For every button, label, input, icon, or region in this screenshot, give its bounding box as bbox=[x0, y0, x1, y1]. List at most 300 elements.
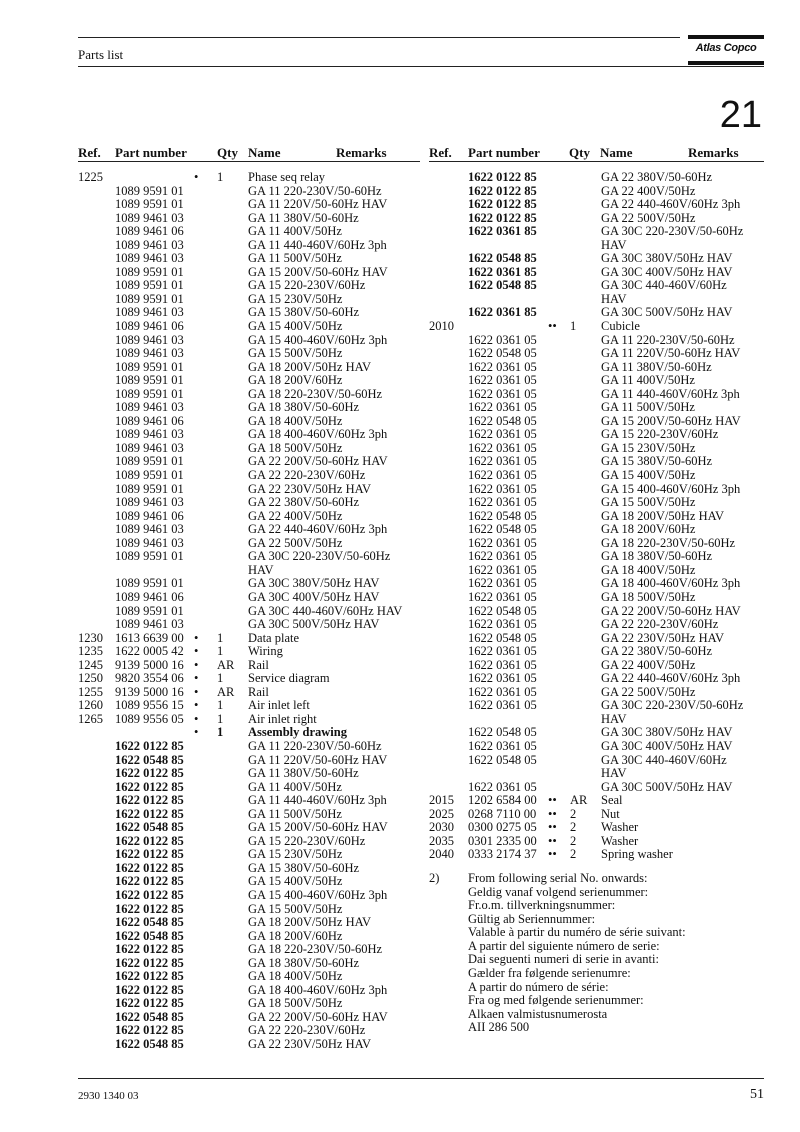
header-rule-bottom bbox=[78, 66, 764, 67]
name-cell: GA 18 400V/50Hz bbox=[248, 969, 343, 984]
part-number-cell: 1622 0361 05 bbox=[468, 684, 537, 699]
qty-cell: 1 bbox=[217, 671, 224, 686]
name-cell: GA 18 400-460V/60Hz 3ph bbox=[248, 427, 388, 442]
name-cell: GA 30C 440-460V/60Hz bbox=[601, 752, 727, 767]
name-cell: GA 22 200V/50-60Hz HAV bbox=[248, 454, 388, 469]
logo-bar-bottom bbox=[688, 61, 764, 65]
table-row bbox=[429, 428, 764, 442]
header-rule-top bbox=[78, 37, 680, 38]
ref-cell: 1245 bbox=[78, 657, 103, 672]
part-number-cell: 1622 0361 05 bbox=[468, 549, 537, 564]
part-number-cell: 1089 9461 03 bbox=[115, 251, 184, 266]
table-row bbox=[78, 306, 420, 320]
table-row bbox=[429, 564, 764, 578]
table-row bbox=[78, 415, 420, 429]
name-cell: Washer bbox=[601, 833, 639, 848]
ref-cell: 1230 bbox=[78, 630, 103, 645]
ref-cell: 2015 bbox=[429, 793, 454, 808]
name-cell: GA 15 500V/50Hz bbox=[248, 901, 343, 916]
table-row bbox=[78, 970, 420, 984]
part-number-cell: 1622 0361 05 bbox=[468, 576, 537, 591]
marker-cell: • bbox=[194, 725, 199, 740]
name-cell: GA 15 200V/50-60Hz HAV bbox=[248, 820, 388, 835]
part-number-cell: 1622 0361 05 bbox=[468, 427, 537, 442]
table-row bbox=[429, 279, 764, 293]
name-cell: GA 11 400V/50Hz bbox=[601, 373, 695, 388]
part-number-cell: 1622 0361 05 bbox=[468, 440, 537, 455]
table-row bbox=[78, 374, 420, 388]
part-number-cell: 1622 0361 05 bbox=[468, 495, 537, 510]
footnote-line: Alkaen valmistusnumerosta bbox=[468, 1006, 608, 1021]
footnote-line: AII 286 500 bbox=[468, 1020, 530, 1035]
name-cell: GA 22 500V/50Hz bbox=[248, 535, 343, 550]
part-number-cell: 0268 7110 00 bbox=[468, 806, 537, 821]
part-number-cell: 1622 0361 05 bbox=[468, 644, 537, 659]
atlas-copco-logo bbox=[688, 35, 764, 67]
table-row bbox=[78, 442, 420, 456]
part-number-cell: 1622 0122 85 bbox=[115, 955, 184, 970]
marker-cell: • bbox=[194, 671, 199, 686]
part-number-cell: 1622 0361 05 bbox=[468, 481, 537, 496]
name-cell: GA 15 400V/50Hz bbox=[601, 468, 696, 483]
part-number-cell: 1089 9461 06 bbox=[115, 508, 184, 523]
footnote-line: Gültig ab Seriennummer: bbox=[468, 911, 596, 926]
name-cell: GA 15 220-230V/60Hz bbox=[601, 427, 719, 442]
table-row bbox=[78, 781, 420, 795]
section-number: 21 bbox=[719, 94, 762, 136]
part-number-cell: 1622 0122 85 bbox=[115, 996, 184, 1011]
table-row bbox=[78, 875, 420, 889]
marker-cell: • bbox=[194, 711, 199, 726]
part-number-cell: 1622 0361 05 bbox=[468, 779, 537, 794]
part-number-cell: 1622 0548 85 bbox=[468, 251, 537, 266]
name-cell: GA 22 440-460V/60Hz 3ph bbox=[601, 197, 741, 212]
name-cell: Rail bbox=[248, 684, 269, 699]
qty-cell: 2 bbox=[570, 806, 577, 821]
table-row bbox=[429, 794, 764, 808]
part-number-cell: 1613 6639 00 bbox=[115, 630, 184, 645]
table-row bbox=[78, 821, 420, 835]
table-row bbox=[78, 862, 420, 876]
qty-cell: AR bbox=[217, 684, 235, 699]
part-number-cell: 1089 9461 06 bbox=[115, 224, 184, 239]
part-number-cell: 1089 9556 15 bbox=[115, 698, 184, 713]
part-number-cell: 1089 9556 05 bbox=[115, 711, 184, 726]
table-row bbox=[78, 347, 420, 361]
part-number-cell: 1622 0361 85 bbox=[468, 224, 537, 239]
name-cell: GA 15 380V/50-60Hz bbox=[248, 305, 360, 320]
table-row bbox=[78, 266, 420, 280]
part-number-cell: 9139 5000 16 bbox=[115, 684, 184, 699]
footer-rule bbox=[78, 1078, 764, 1079]
name-cell: GA 11 440-460V/60Hz 3ph bbox=[248, 793, 387, 808]
name-cell: GA 15 380V/50-60Hz bbox=[601, 454, 713, 469]
ref-cell: 1255 bbox=[78, 684, 103, 699]
table-row bbox=[429, 726, 764, 740]
table-row bbox=[429, 632, 764, 646]
marker-cell: •• bbox=[548, 820, 557, 835]
name-cell: GA 22 500V/50Hz bbox=[601, 684, 696, 699]
name-cell: GA 11 440-460V/60Hz 3ph bbox=[601, 386, 740, 401]
name-cell: GA 30C 400V/50Hz HAV bbox=[248, 589, 380, 604]
table-row bbox=[429, 455, 764, 469]
table-row bbox=[78, 428, 420, 442]
name-cell: GA 15 400-460V/60Hz 3ph bbox=[248, 332, 388, 347]
name-cell: GA 11 400V/50Hz bbox=[248, 779, 342, 794]
part-number-cell: 1622 0548 85 bbox=[115, 1037, 184, 1051]
name-cell: GA 15 500V/50Hz bbox=[601, 495, 696, 510]
name-cell: GA 15 500V/50Hz bbox=[248, 346, 343, 361]
name-cell: GA 30C 500V/50Hz HAV bbox=[248, 617, 380, 632]
part-number-cell: 1622 0122 85 bbox=[468, 183, 537, 198]
table-row bbox=[429, 591, 764, 605]
table-row bbox=[429, 334, 764, 348]
part-number-cell: 1622 0548 05 bbox=[468, 630, 537, 645]
name-cell: Nut bbox=[601, 806, 620, 821]
col-ref-heading: Ref. bbox=[78, 145, 101, 160]
name-cell: HAV bbox=[601, 291, 627, 306]
part-number-cell: 1089 9461 03 bbox=[115, 210, 184, 225]
table-row bbox=[78, 605, 420, 619]
marker-cell: •• bbox=[548, 833, 557, 848]
table-row bbox=[78, 794, 420, 808]
part-number-cell: 1622 0361 05 bbox=[468, 738, 537, 753]
part-number-cell: 1622 0122 85 bbox=[115, 766, 184, 781]
part-number-cell: 1089 9461 03 bbox=[115, 400, 184, 415]
name-cell: Phase seq relay bbox=[248, 170, 326, 184]
footnote-text bbox=[468, 872, 686, 1035]
part-number-cell: 1622 0122 85 bbox=[115, 847, 184, 862]
table-row bbox=[78, 564, 420, 578]
table-row bbox=[429, 550, 764, 564]
part-number-cell: 1089 9461 06 bbox=[115, 319, 184, 334]
name-cell: Service diagram bbox=[248, 671, 330, 686]
marker-cell: •• bbox=[548, 319, 557, 334]
part-number-cell: 1622 0361 05 bbox=[468, 332, 537, 347]
part-number-cell: 1089 9461 03 bbox=[115, 332, 184, 347]
name-cell: GA 22 400V/50Hz bbox=[601, 657, 696, 672]
table-row bbox=[429, 293, 764, 307]
table-row bbox=[429, 347, 764, 361]
footnote-line: Fra og med følgende serienummer: bbox=[468, 993, 644, 1008]
name-cell: GA 11 500V/50Hz bbox=[248, 251, 342, 266]
part-number-cell: 1622 0548 85 bbox=[115, 915, 184, 930]
part-number-cell: 1202 6584 00 bbox=[468, 793, 537, 808]
marker-cell: •• bbox=[548, 806, 557, 821]
part-number-cell: 1622 0548 05 bbox=[468, 346, 537, 361]
name-cell: GA 18 500V/50Hz bbox=[248, 440, 343, 455]
table-row bbox=[429, 212, 764, 226]
part-number-cell: 1622 0122 85 bbox=[115, 860, 184, 875]
table-row bbox=[78, 808, 420, 822]
table-row bbox=[429, 185, 764, 199]
part-number-cell: 1622 0122 85 bbox=[115, 779, 184, 794]
qty-cell: AR bbox=[217, 657, 235, 672]
part-number-cell: 1622 0122 85 bbox=[468, 170, 537, 184]
part-number-cell: 1089 9591 01 bbox=[115, 291, 184, 306]
name-cell: GA 22 400V/50Hz bbox=[248, 508, 343, 523]
name-cell: GA 30C 400V/50Hz HAV bbox=[601, 264, 733, 279]
name-cell: Assembly drawing bbox=[248, 725, 347, 740]
col-qty-heading: Qty bbox=[569, 145, 590, 160]
qty-cell: 1 bbox=[570, 319, 577, 334]
table-row bbox=[78, 334, 420, 348]
qty-cell: 1 bbox=[217, 698, 224, 713]
ref-cell: 1250 bbox=[78, 671, 103, 686]
name-cell: GA 15 230V/50Hz bbox=[601, 440, 696, 455]
table-row bbox=[78, 686, 420, 700]
table-row bbox=[429, 483, 764, 497]
part-number-cell: 1622 0361 05 bbox=[468, 359, 537, 374]
name-cell: GA 11 380V/50-60Hz bbox=[248, 210, 359, 225]
part-number-cell: 1622 0548 05 bbox=[468, 725, 537, 740]
right-header-rule bbox=[429, 161, 764, 162]
part-number-cell: 1622 0361 05 bbox=[468, 373, 537, 388]
name-cell: GA 11 220-230V/50-60Hz bbox=[248, 738, 382, 753]
col-remarks-heading: Remarks bbox=[688, 145, 739, 160]
part-number-cell: 0300 0275 05 bbox=[468, 820, 537, 835]
name-cell: GA 15 400V/50Hz bbox=[248, 874, 343, 889]
ref-cell: 1235 bbox=[78, 644, 103, 659]
part-number-cell: 1622 0122 85 bbox=[115, 833, 184, 848]
table-row bbox=[429, 320, 764, 334]
table-row bbox=[78, 740, 420, 754]
marker-cell: • bbox=[194, 630, 199, 645]
table-row bbox=[78, 943, 420, 957]
name-cell: GA 18 220-230V/50-60Hz bbox=[248, 942, 383, 957]
ref-cell: 2010 bbox=[429, 319, 454, 334]
part-number-cell: 1622 0122 85 bbox=[115, 982, 184, 997]
table-row bbox=[78, 252, 420, 266]
table-row bbox=[78, 550, 420, 564]
table-row bbox=[78, 225, 420, 239]
qty-cell: 2 bbox=[570, 833, 577, 848]
table-row bbox=[429, 672, 764, 686]
name-cell: GA 18 400-460V/60Hz 3ph bbox=[601, 576, 741, 591]
table-row bbox=[429, 537, 764, 551]
table-row bbox=[429, 781, 764, 795]
table-row bbox=[429, 401, 764, 415]
table-row bbox=[78, 835, 420, 849]
table-row bbox=[78, 171, 420, 185]
part-number-cell: 1622 0361 05 bbox=[468, 400, 537, 415]
part-number-cell: 1089 9461 03 bbox=[115, 346, 184, 361]
table-row bbox=[429, 198, 764, 212]
name-cell: GA 11 380V/50-60Hz bbox=[248, 766, 359, 781]
table-row bbox=[78, 672, 420, 686]
name-cell: GA 15 220-230V/60Hz bbox=[248, 278, 366, 293]
name-cell: HAV bbox=[601, 237, 627, 252]
part-number-cell: 1089 9591 01 bbox=[115, 468, 184, 483]
table-row bbox=[78, 699, 420, 713]
name-cell: GA 18 380V/50-60Hz bbox=[248, 400, 360, 415]
table-row bbox=[429, 821, 764, 835]
name-cell: GA 30C 220-230V/50-60Hz bbox=[248, 549, 391, 564]
qty-cell: 1 bbox=[217, 644, 224, 659]
table-row bbox=[78, 239, 420, 253]
col-name-heading: Name bbox=[600, 145, 633, 160]
part-number-cell: 1089 9461 03 bbox=[115, 305, 184, 320]
name-cell: GA 15 230V/50Hz bbox=[248, 847, 343, 862]
part-number-cell: 1089 9461 06 bbox=[115, 413, 184, 428]
part-number-cell: 1089 9591 01 bbox=[115, 576, 184, 591]
part-number-cell: 1622 0361 05 bbox=[468, 589, 537, 604]
name-cell: Rail bbox=[248, 657, 269, 672]
table-row bbox=[429, 605, 764, 619]
part-number-cell: 1089 9591 01 bbox=[115, 481, 184, 496]
name-cell: GA 22 380V/50-60Hz bbox=[601, 644, 713, 659]
table-row bbox=[429, 442, 764, 456]
part-number-cell: 1622 0548 05 bbox=[468, 603, 537, 618]
logo-bar-top bbox=[688, 35, 764, 39]
part-number-cell: 1622 0548 05 bbox=[468, 522, 537, 537]
name-cell: GA 30C 220-230V/50-60Hz bbox=[601, 224, 744, 239]
table-row bbox=[429, 754, 764, 768]
name-cell: GA 11 220-230V/50-60Hz bbox=[601, 332, 735, 347]
part-number-cell: 1622 0122 85 bbox=[468, 210, 537, 225]
name-cell: HAV bbox=[601, 766, 627, 781]
table-row bbox=[429, 469, 764, 483]
page-number: 51 bbox=[750, 1087, 764, 1102]
table-row bbox=[78, 848, 420, 862]
table-row bbox=[78, 510, 420, 524]
marker-cell: • bbox=[194, 684, 199, 699]
ref-cell: 1260 bbox=[78, 698, 103, 713]
marker-cell: •• bbox=[548, 847, 557, 862]
name-cell: GA 30C 220-230V/50-60Hz bbox=[601, 698, 744, 713]
name-cell: GA 30C 500V/50Hz HAV bbox=[601, 305, 733, 320]
part-number-cell: 1622 0122 85 bbox=[115, 969, 184, 984]
name-cell: GA 18 200V/50Hz HAV bbox=[601, 508, 725, 523]
part-number-cell: 1622 0548 85 bbox=[115, 752, 184, 767]
table-row bbox=[78, 903, 420, 917]
table-row bbox=[78, 930, 420, 944]
table-row bbox=[429, 740, 764, 754]
table-row bbox=[429, 415, 764, 429]
table-row bbox=[78, 455, 420, 469]
table-row bbox=[78, 916, 420, 930]
name-cell: GA 30C 400V/50Hz HAV bbox=[601, 738, 733, 753]
name-cell: GA 22 200V/50-60Hz HAV bbox=[601, 603, 741, 618]
name-cell: GA 30C 380V/50Hz HAV bbox=[601, 251, 733, 266]
qty-cell: 2 bbox=[570, 847, 577, 862]
part-number-cell: 1089 9591 01 bbox=[115, 549, 184, 564]
footnote-line: Dai seguenti numeri di serie in avanti: bbox=[468, 952, 659, 967]
marker-cell: • bbox=[194, 657, 199, 672]
name-cell: GA 11 220V/50-60Hz HAV bbox=[248, 197, 388, 212]
name-cell: GA 30C 440-460V/60Hz bbox=[601, 278, 727, 293]
table-row bbox=[429, 523, 764, 537]
part-number-cell: 1089 9461 03 bbox=[115, 427, 184, 442]
logo-text: Atlas Copco bbox=[695, 42, 757, 54]
name-cell: GA 18 200V/60Hz bbox=[601, 522, 696, 537]
part-number-cell: 9139 5000 16 bbox=[115, 657, 184, 672]
name-cell: GA 11 500V/50Hz bbox=[601, 400, 695, 415]
part-number-cell: 1089 9591 01 bbox=[115, 264, 184, 279]
name-cell: Seal bbox=[601, 793, 623, 808]
part-number-cell: 1622 0122 85 bbox=[115, 738, 184, 753]
qty-cell: AR bbox=[570, 793, 588, 808]
table-row bbox=[78, 212, 420, 226]
name-cell: GA 15 230V/50Hz bbox=[248, 291, 343, 306]
name-cell: Cubicle bbox=[601, 319, 640, 334]
table-row bbox=[78, 361, 420, 375]
footnote-line: A partir del siguiente número de serie: bbox=[468, 938, 660, 953]
table-row bbox=[78, 632, 420, 646]
name-cell: GA 18 400V/50Hz bbox=[248, 413, 343, 428]
name-cell: GA 22 230V/50Hz HAV bbox=[601, 630, 725, 645]
part-number-cell: 1622 0361 05 bbox=[468, 454, 537, 469]
name-cell: GA 11 220V/50-60Hz HAV bbox=[248, 752, 388, 767]
name-cell: GA 18 200V/50Hz HAV bbox=[248, 359, 372, 374]
table-row bbox=[429, 374, 764, 388]
name-cell: Spring washer bbox=[601, 847, 673, 862]
name-cell: GA 22 400V/50Hz bbox=[601, 183, 696, 198]
table-row bbox=[78, 1011, 420, 1025]
table-row bbox=[429, 848, 764, 862]
part-number-cell: 1622 0548 85 bbox=[115, 820, 184, 835]
col-name-heading: Name bbox=[248, 145, 281, 160]
table-row bbox=[78, 618, 420, 632]
qty-cell: 1 bbox=[217, 630, 224, 645]
part-number-cell: 1622 0361 05 bbox=[468, 617, 537, 632]
table-row bbox=[429, 388, 764, 402]
part-number-cell: 1622 0548 05 bbox=[468, 752, 537, 767]
name-cell: GA 11 400V/50Hz bbox=[248, 224, 342, 239]
name-cell: GA 15 380V/50-60Hz bbox=[248, 860, 360, 875]
name-cell: GA 22 220-230V/60Hz bbox=[248, 468, 366, 483]
table-row bbox=[78, 767, 420, 781]
part-number-cell: 1089 9461 03 bbox=[115, 495, 184, 510]
table-row bbox=[78, 320, 420, 334]
part-number-cell: 1622 0122 85 bbox=[115, 806, 184, 821]
footnote-line: A partir do número de série: bbox=[468, 979, 609, 994]
name-cell: GA 30C 380V/50Hz HAV bbox=[601, 725, 733, 740]
part-number-cell: 1622 0548 05 bbox=[468, 413, 537, 428]
part-number-cell: 1622 0361 05 bbox=[468, 468, 537, 483]
qty-cell: 2 bbox=[570, 820, 577, 835]
table-row bbox=[429, 835, 764, 849]
part-number-cell: 1622 0122 85 bbox=[115, 942, 184, 957]
part-number-cell: 1622 0005 42 bbox=[115, 644, 184, 659]
part-number-cell: 1622 0548 85 bbox=[468, 278, 537, 293]
name-cell: GA 11 220V/50-60Hz HAV bbox=[601, 346, 741, 361]
part-number-cell: 1622 0122 85 bbox=[468, 197, 537, 212]
part-number-cell: 1622 0122 85 bbox=[115, 887, 184, 902]
table-row bbox=[78, 1038, 420, 1052]
table-row bbox=[429, 510, 764, 524]
part-number-cell: 1622 0548 85 bbox=[115, 928, 184, 943]
name-cell: GA 15 220-230V/60Hz bbox=[248, 833, 366, 848]
part-number-cell: 1622 0361 05 bbox=[468, 386, 537, 401]
name-cell: GA 30C 380V/50Hz HAV bbox=[248, 576, 380, 591]
table-row bbox=[78, 523, 420, 537]
name-cell: GA 18 380V/50-60Hz bbox=[248, 955, 360, 970]
name-cell: GA 15 400V/50Hz bbox=[248, 319, 343, 334]
part-number-cell: 1622 0122 85 bbox=[115, 793, 184, 808]
table-row bbox=[429, 659, 764, 673]
table-row bbox=[78, 483, 420, 497]
part-number-cell: 1622 0548 05 bbox=[468, 508, 537, 523]
table-row bbox=[78, 198, 420, 212]
table-row bbox=[78, 984, 420, 998]
part-number-cell: 1622 0361 05 bbox=[468, 535, 537, 550]
table-row bbox=[429, 713, 764, 727]
table-row bbox=[429, 686, 764, 700]
col-part-heading: Part number bbox=[468, 145, 540, 160]
name-cell: GA 15 200V/50-60Hz HAV bbox=[601, 413, 741, 428]
table-row bbox=[429, 699, 764, 713]
